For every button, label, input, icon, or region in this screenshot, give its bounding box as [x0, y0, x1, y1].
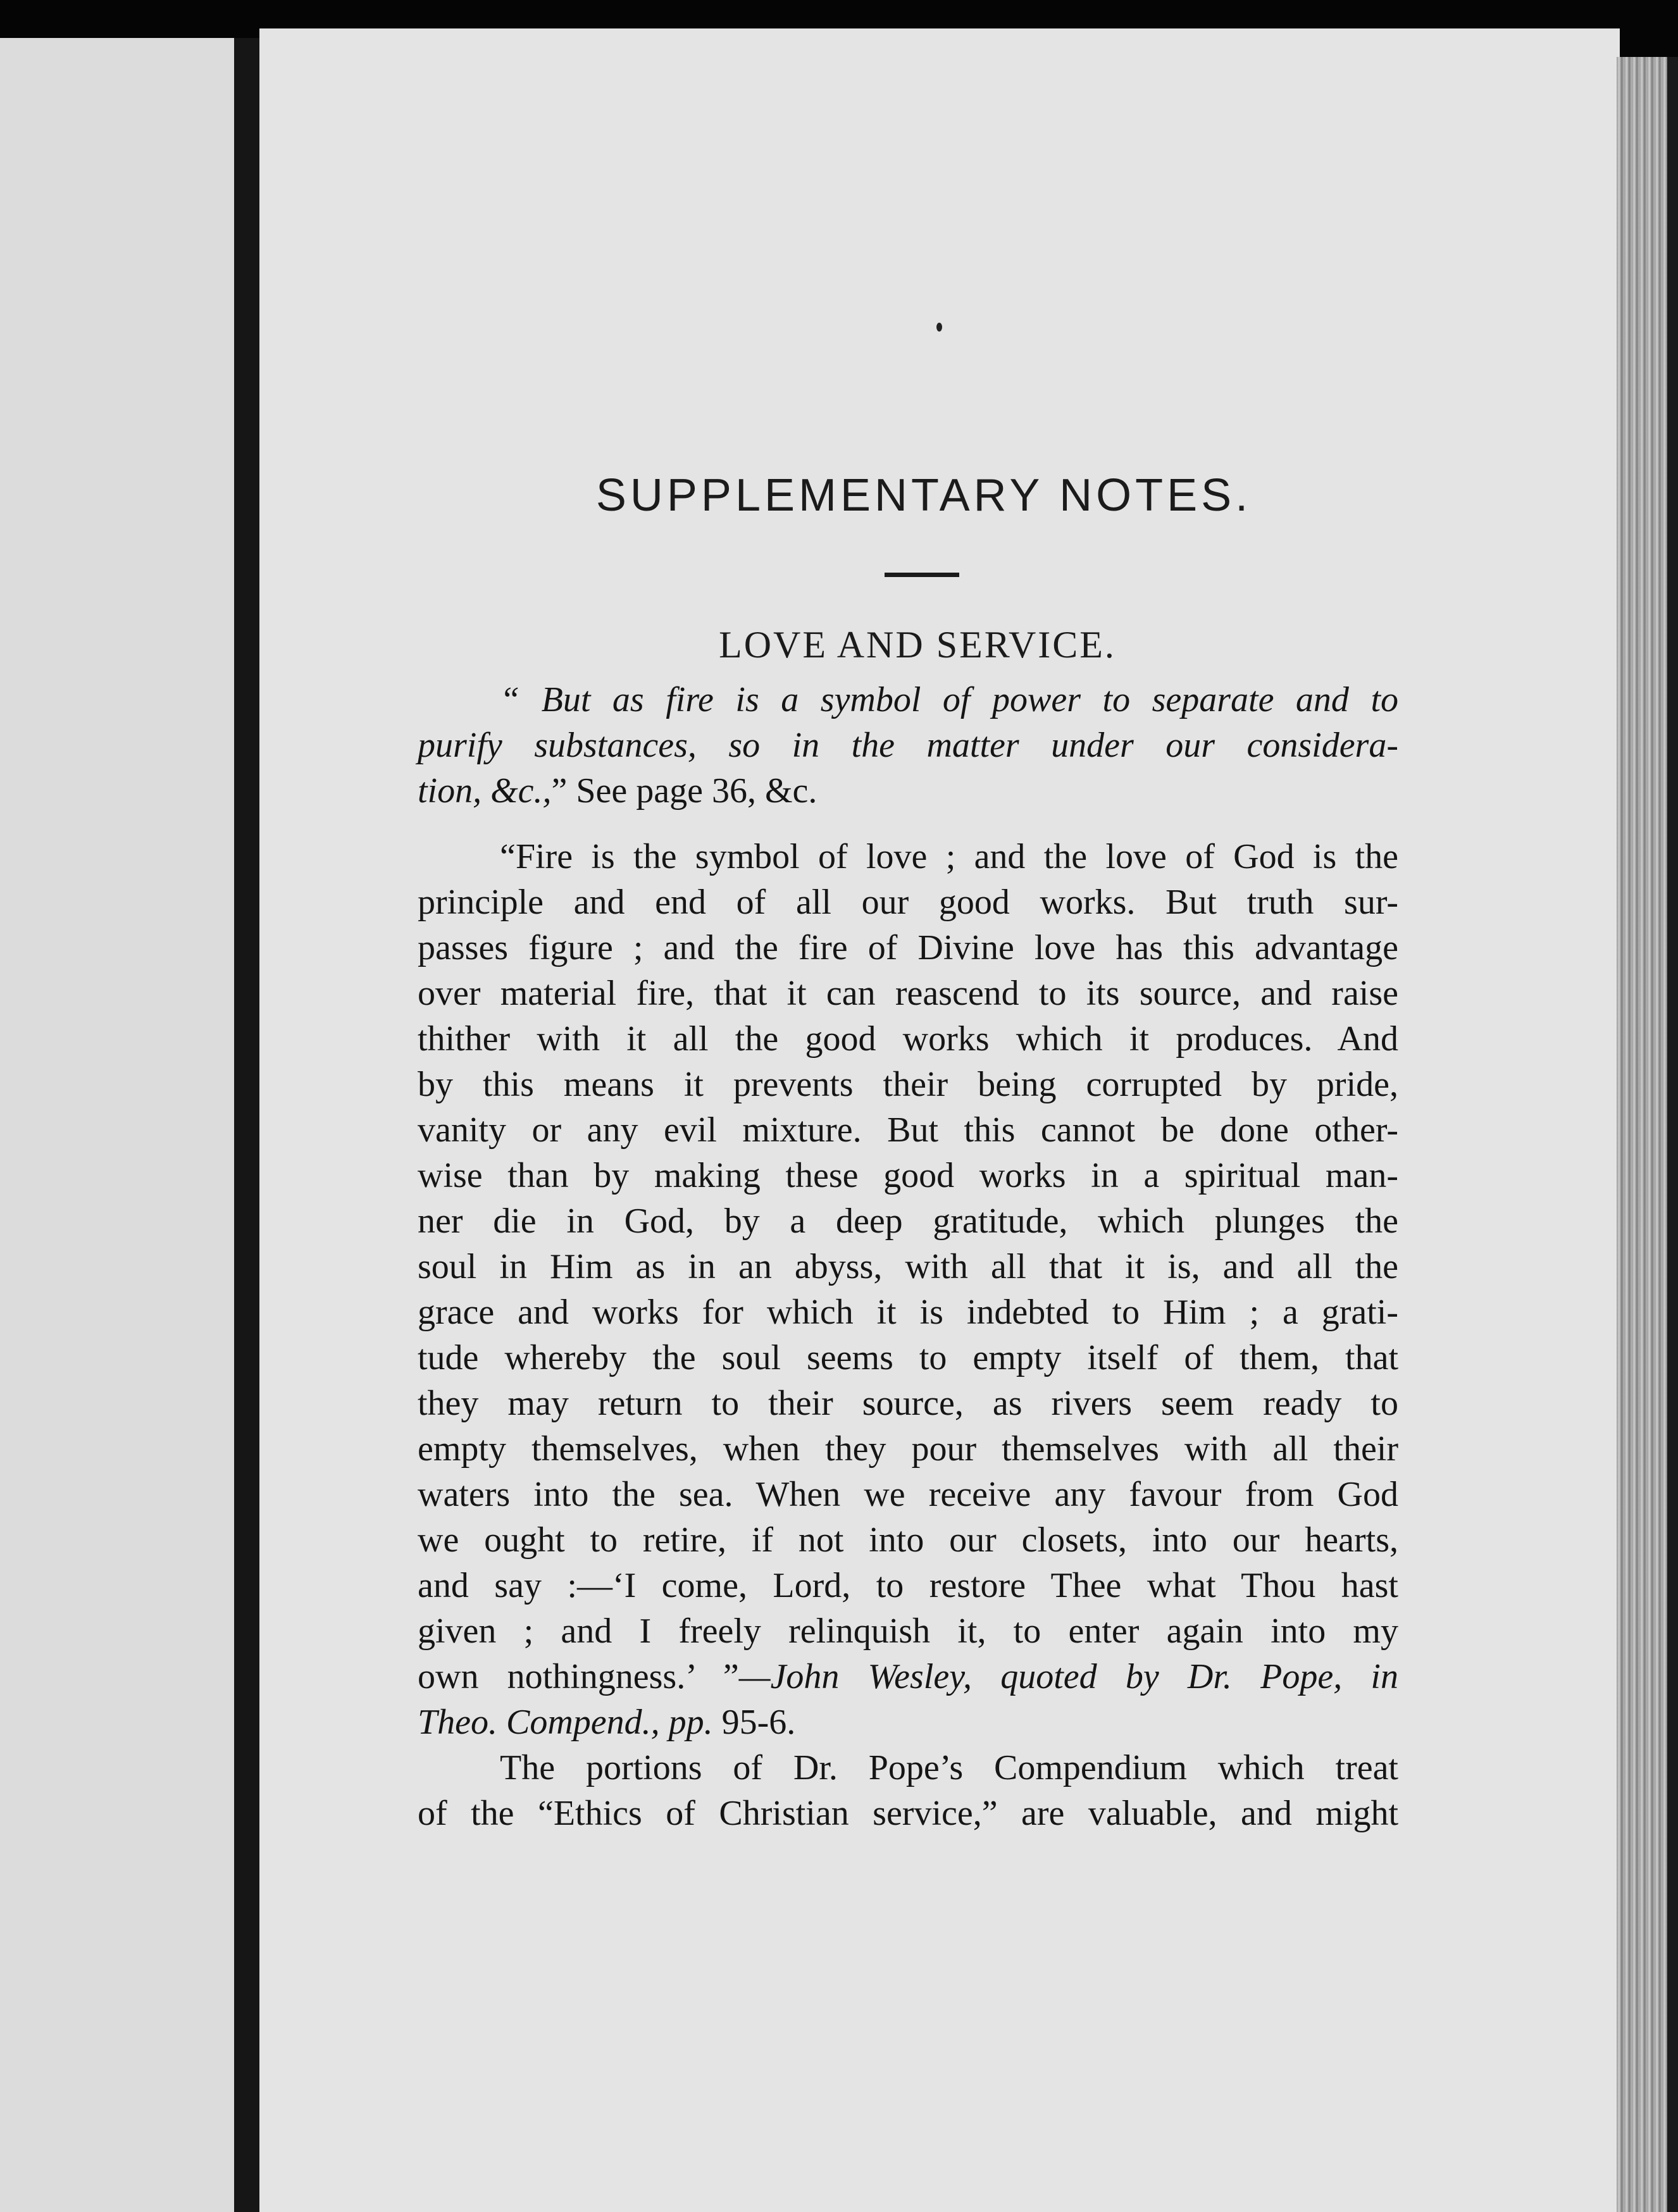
page-heading: SUPPLEMENTARY NOTES.: [595, 470, 1252, 521]
attribution-line: [418, 1654, 1398, 1699]
body-line: waters into the sea. When we receive any favour from God: [418, 1475, 1398, 1514]
body-line: of the “Ethics of Christian service,” are valuable, and might: [418, 1794, 1398, 1833]
body-line: soul in Him as in an abyss, with all that it is, and all the: [418, 1247, 1398, 1286]
body-line: wise than by making these good works in a spiritual man-: [418, 1156, 1398, 1195]
epigraph-line: [418, 768, 1398, 814]
epigraph-italic-part: tion, &c.,: [418, 771, 552, 811]
body-line: they may return to their source, as rivers seem ready to: [418, 1384, 1398, 1423]
epigraph: [418, 677, 1398, 814]
body-text: [418, 834, 1398, 1836]
body-line: we ought to retire, if not into our closets, into our hearts,: [418, 1520, 1398, 1560]
attribution-quote-end: own nothingness.’ ”: [418, 1657, 739, 1696]
binding-gutter: [234, 38, 259, 2212]
attribution-source: —John Wesley, quoted by Dr. Pope, in: [738, 1657, 1398, 1696]
page-edges-shadow: [1667, 57, 1678, 2212]
body-line: and say :—‘I come, Lord, to restore Thee what Thou hast: [418, 1566, 1398, 1605]
attribution-pages: 95-6.: [712, 1703, 796, 1742]
heading-rule: [885, 573, 959, 577]
body-line: vanity or any evil mixture. But this cannot be done other-: [418, 1110, 1398, 1150]
body-line: grace and works for which it is indebted to Him ; a grati-: [418, 1293, 1398, 1332]
body-line: by this means it prevents their being corrupted by pride,: [418, 1065, 1398, 1104]
section-title: LOVE AND SERVICE.: [719, 624, 1116, 666]
body-line: The portions of Dr. Pope’s Compendium which treat: [500, 1748, 1398, 1787]
body-line: given ; and I freely relinquish it, to enter again into my: [418, 1612, 1398, 1651]
body-line: empty themselves, when they pour themselves with all their: [418, 1429, 1398, 1469]
body-line: over material fire, that it can reascend to its source, and raise: [418, 974, 1398, 1013]
body-line: “Fire is the symbol of love ; and the love of God is the: [500, 837, 1398, 876]
body-line: thither with it all the good works which it produces. And: [418, 1019, 1398, 1059]
attribution-work: Theo. Compend., pp.: [418, 1703, 713, 1742]
previous-page: [0, 38, 234, 2212]
body-line: principle and end of all our good works. But truth sur-: [418, 883, 1398, 922]
epigraph-page-reference: ” See page 36, &c.: [551, 771, 817, 811]
ink-speck: [936, 323, 942, 332]
page-edges: [1617, 57, 1667, 2212]
body-line: ner die in God, by a deep gratitude, which plunges the: [418, 1202, 1398, 1241]
body-line: tude whereby the soul seems to empty itself of them, that: [418, 1338, 1398, 1377]
attribution-line: [418, 1699, 1398, 1745]
body-line: passes figure ; and the fire of Divine love has this advantage: [418, 928, 1398, 967]
epigraph-line: purify substances, so in the matter under our considera-: [418, 726, 1398, 765]
epigraph-line: “ But as fire is a symbol of power to separate and to: [500, 680, 1398, 719]
